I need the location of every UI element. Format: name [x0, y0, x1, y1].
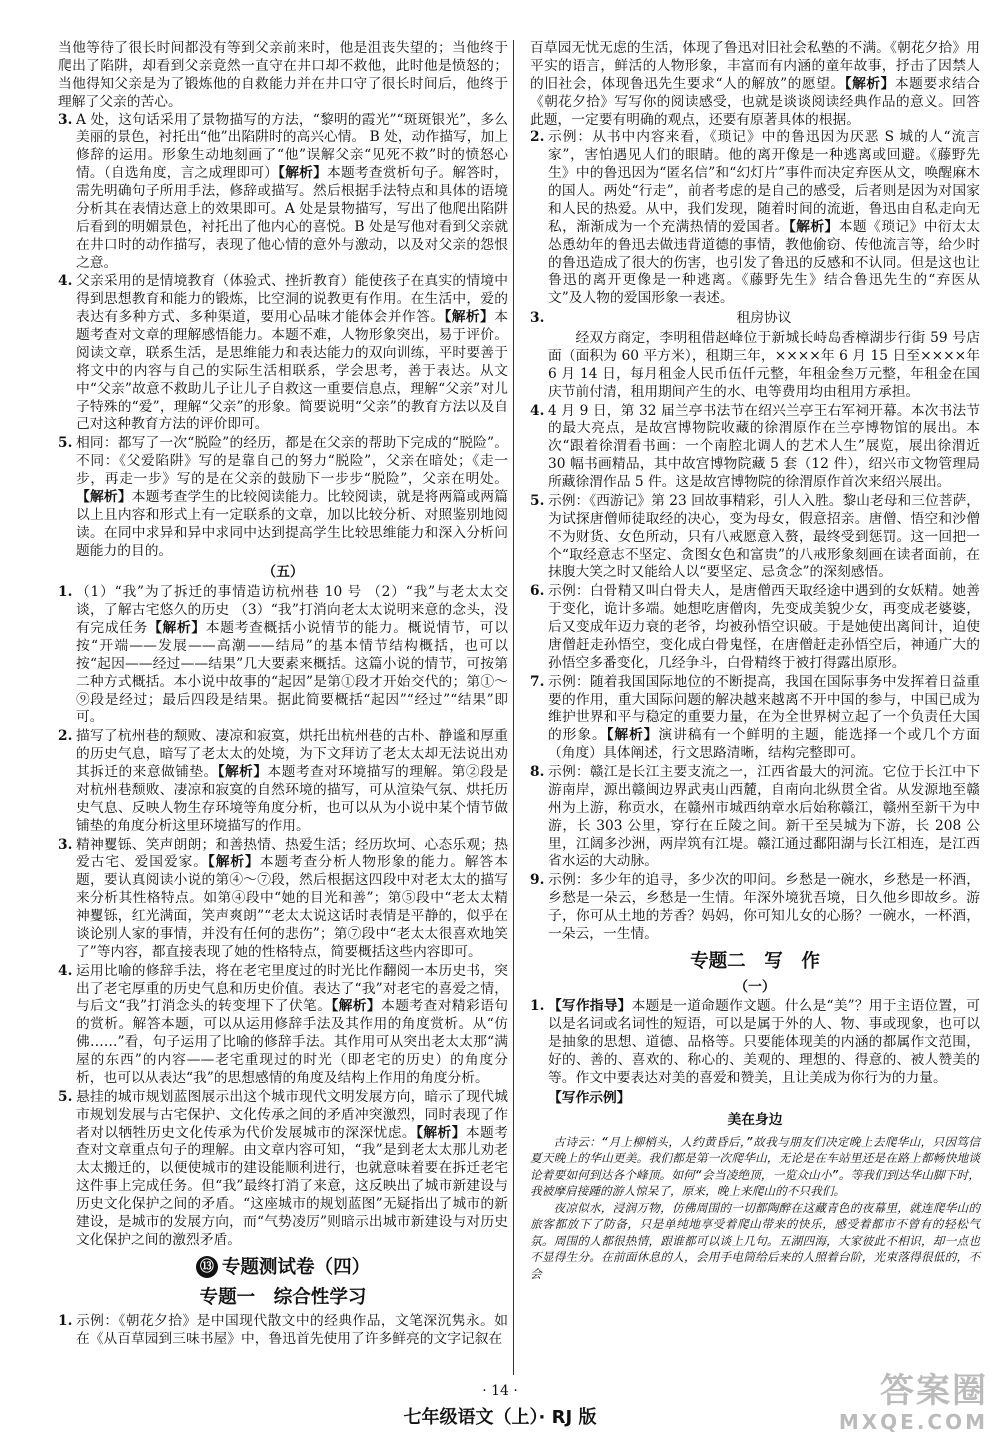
writing-guide-label: 【写作指导】: [548, 998, 632, 1015]
item-number: 3.: [58, 111, 73, 128]
item-number: 2.: [58, 728, 73, 745]
topic1-heading: 专题一 综合性学习: [199, 1287, 367, 1309]
exam-title-text: 专题测试卷（四）: [221, 1256, 371, 1278]
answer-item: [58, 963, 508, 1088]
item-number: 5.: [58, 1088, 73, 1105]
analysis-text: 本题考查赏析句子。解答时，需先明确句子所用手法，修辞或描写。然后根据手法特点和具体的语境分析其在表情达意上的效果即可。A 处是景物描写，写出了他爬出陷阱后看到的明媚景色，衬托出了他内心的喜悦。B 处是写他对看到父亲就在井口时的动作描写，表现了他心情的意外与激动，以及对父亲的怨恨之意。: [76, 165, 508, 271]
analysis-text: 本题《琐记》中衍太太怂恿幼年的鲁迅去做违背道德的事情，教他偷窃、传他流言等，给少时的鲁迅造成了很大的伤害，也引发了鲁迅的反感和不认同。但是这也让鲁迅的离开更像是一种逃离。《藤野先生》结合鲁迅先生的“弃医从文”及人物的爱国形象一表述。: [548, 218, 980, 307]
item-number: 3.: [58, 836, 73, 853]
analysis-text: 本题考查对文章的理解感悟能力。本题不难，人物形象突出，易于评价。阅读文章，联系生活，是思维能力和表达能力的双向训练，平时要善于将文中的内容与自己的实际生活相联系，学会思考，善于表达。从文中“父亲”故意不救助儿子让儿子自救这一重要信息点，理解“父亲”对儿子特殊的“爱”，理解“父亲”的形象。简要说明“父亲”的教育方法以及自己对这种教育方法的评价即可。: [76, 309, 508, 433]
answer-item: [530, 674, 980, 763]
writing-example-label: 【写作示例】: [548, 1089, 631, 1106]
answer-text: 4 月 9 日，第 32 届兰亭书法节在绍兴兰亭王右军祠开幕。本次书法节的最大亮点，是故宫博物院收藏的徐渭原作在兰亭博物馆的展出。本次“跟着徐渭看书画：一个南腔北调人的艺术人生”展览，展出徐渭近 30 幅书画精品，其中故宫博物院藏 5 套（12 件），绍兴市文物管理局所藏徐渭作品 5 件。这是故宫博物院的徐渭原作首次来绍兴展出。: [548, 402, 980, 490]
answer-item: [58, 1313, 508, 1349]
item-number: 7.: [530, 673, 545, 690]
answer-text: 示例：多少年的追寻，多少次的叩问。乡愁是一碗水，乡愁是一杯酒，乡愁是一朵云，乡愁是一生情。年深外境犹吾境，日久他乡即故乡。游子，你可从土地的芳香？妈妈，你可知儿女的心肠？一碗水，一杯酒，一朵云，一生情。: [548, 872, 980, 942]
answer-item: [530, 583, 980, 672]
section-1-heading: （一）: [734, 978, 776, 995]
item-number: 4.: [58, 273, 73, 290]
left-items-a: [58, 112, 508, 561]
analysis-label: 【解析】: [444, 309, 495, 326]
answer-text: 描写了杭州巷的颓败、凄凉和寂寞，烘托出杭州巷的古朴、静谧和厚重的历史气息，暗写了老太太的处境，为下文拜访了老太太却无法说出劝其拆迁的来意做铺垫。: [76, 728, 508, 780]
answer-text: 父亲采用的是情境教育（体验式、挫折教育）能使孩子在真实的情境中得到思想教育和能力的锻炼，比空洞的说教更有作用。在生活中，爱的表达有多种方式、多种渠道，要用心品味才能体会并作答。: [76, 273, 508, 326]
item-number: 5.: [58, 435, 73, 452]
right-intro-text: 百草园无忧无虑的生活，体现了鲁迅对旧社会私塾的不满。《朝花夕拾》用平实的语言，鲜活的人物形象，丰富而有内涵的童年故事，抒击了因禁人的旧社会，体现鲁迅先生要求“人的解放”的愿望。: [530, 40, 980, 92]
answer-item: [530, 493, 980, 582]
essay-paragraph: 古诗云：“月上柳梢头，人约黄昏后，”故我与朋友们决定晚上去爬华山，只因笃信夏天晚上的华山更美。我们都是第一次爬华山，无论是在车站里还是在路上都畅快地谈论着要如何到达各个峰顶。如何“会当凌绝顶，一览众山小”。等我们到达华山脚下时，我被摩肩接踵的游人惊呆了，原来，晚上来爬山的不只我们。: [530, 1134, 980, 1198]
answer-item: [58, 435, 508, 560]
topic2-heading: 专题二 写 作: [690, 950, 820, 972]
analysis-text: 本题考查学生的比较阅读能力。比较阅读，就是将两篇或两篇以上且内容和形式上有一定联系的文章，加以比较分析、对照鉴别地阅读。在同中求异和异中求同中达到提高学生比较思维能力和深入分析问题能力的目的。: [76, 488, 508, 559]
item-number: 5.: [530, 492, 545, 509]
analysis-label: 【解析】: [76, 488, 132, 505]
analysis-text: 本题考查对精彩语句的赏析。解答本题，可以从运用修辞手法及其作用的角度赏析。从“仿佛……”看，句子运用了比喻的修辞手法。其作用可从突出老太太那“满屋的东西”的内容——老宅重现过的时光（即老宅的历史）的角度分析，也可以从表达“我”的思想感情的角度及结构上作用的角度分析。: [76, 998, 508, 1086]
item-number: 4.: [530, 402, 545, 419]
item-3: [530, 310, 980, 401]
right-intro: [530, 40, 980, 129]
answer-text: 悬挂的城市规划蓝图展示出这个城市现代文明发展方向，暗示了现代城市规划发展与古宅保护、文化传承之间的矛盾冲突激烈，同时表现了作者对以牺牲历史文化传承为代价发展城市的深深忧虑。: [76, 1088, 508, 1141]
essay-title: 美在身边: [727, 1111, 783, 1128]
left-items-c: [58, 1313, 508, 1349]
answer-text: 运用比喻的修辞手法，将在老宅里度过的时光比作翻阅一本历史书，突出了老宅厚重的历史气息和历史价值。表达了“我”对老宅的喜爱之情，与后文“我”打消念头的转变埋下了伏笔。: [76, 962, 508, 1015]
answer-item: [58, 584, 508, 727]
lease-body: 经双方商定，李明租借赵峰位于新城长峙岛香樟湖步行街 59 号店面（面积为 60 平方米），租期三年，××××年 6 月 15 日至××××年 6 月 14 日，每月租金人民币伍仟元整，年租金叁万元整，年租金在国庆节前付清，租用期间产生的水、电等费用均由租用方承担。: [548, 330, 980, 400]
answer-item: [530, 872, 980, 944]
analysis-text: 本题考查概括小说情节的能力。概说情节，可以按“开端——发展——高潮——结局”的基本情节结构概括，也可以按“起因——经过——结果”几大要素来概括。这篇小说的情节，可按第二种方式概括。本小说中故事的“起因”是第①段才开始交代的；第①～⑨段是经过；最后四段是结果。据此简要概括“起因”“经过”“结果”即可。: [76, 620, 508, 726]
analysis-text: 本题考查对环境描写的理解。第②段是对杭州巷颓败、凄凉和寂寞的自然环境的描写，可从渲染气氛、烘托历史气息、反映人物生存环境等角度分析，也可以从为小说中某个情节做铺垫的角度分析这里环境描写的作用。: [76, 764, 508, 834]
analysis-text: 本题考查分析人物形象的能力。解答本题，要认真阅读小说的第④～⑦段，然后根据这四段中对老太太的描写来分析其性格特点。如第④段中“她的目光和善”；第⑤段中“老太太精神矍铄，红光满面，笑声爽朗”“老太太说这话时表情是平静的，似乎在谈论别人家的事情，并没有任何的悲伤”；第⑦段中“老太太很喜欢地笑了”等内容，都直接表现了她的性格特点，简要概括这些内容即可。: [76, 854, 508, 960]
analysis-label: 【解析】: [788, 218, 839, 235]
answer-text: 示例：赣江是长江主要支流之一，江西省最大的河流。它位于长江中下游南岸，源出赣闽边界武夷山西麓，自南向北纵贯全省。从发源地至赣州为上游，称贡水，在赣州市城西纳章水后始称赣江，赣州至新干为中游，长 303 公里，穿行在丘陵之间。新干至吴城为下游，长 208 公里，江阔多沙洲，两岸筑有江堤。赣江通过鄱阳湖与长江相连，是江西省水运的大动脉。: [548, 764, 980, 870]
analysis-label: 【解析】: [416, 1124, 466, 1141]
page-number: · 14 ·: [482, 1383, 518, 1399]
right-items-b: [530, 403, 980, 944]
section-5-heading: （五）: [262, 564, 304, 581]
right-column: [530, 40, 980, 1282]
answer-text: 示例：《朝花夕拾》是中国现代散文中的经典作品，文笔深沉隽永。如在《从百草园到三味书屋》中，鲁迅首先使用了许多鲜亮的文字记叙在: [76, 1313, 508, 1347]
book-title: 七年级语文（上）· RJ 版: [403, 1407, 597, 1428]
item-number: 1.: [530, 998, 545, 1015]
right-items-a: [530, 129, 980, 308]
answer-item: [58, 112, 508, 273]
left-items-b: [58, 584, 508, 1249]
left-intro: 当他等待了很长时间都没有等到父亲前来时，他是沮丧失望的；当他终于爬出了陷阱，却看到父亲竟然一直守在井口却不救他，此时他是愤怒的；当他得知父亲是为了锻炼他的自救能力并在井口守了很长时间后，他终于理解了父亲的苦心。: [58, 40, 508, 110]
item-number: 2.: [530, 129, 545, 146]
answer-item: [58, 728, 508, 835]
item-number: 1.: [58, 1313, 73, 1330]
answer-text: 示例：白骨精又叫白骨夫人，是唐僧西天取经途中遇到的女妖精。她善于变化，诡计多端。她想吃唐僧肉，先变成美貌少女，再变成老婆婆，后又变成年迈力衰的老爷，均被孙悟空识破。于是她使出离间计，迫使唐僧赶走孙悟空，变化成白骨鬼怪，在唐僧赶走孙悟空后，神通广大的孙悟空多番变化，几经争斗，白骨精终于被打得露出原形。: [548, 583, 980, 671]
answer-item: [58, 837, 508, 962]
left-column: [58, 40, 508, 1350]
analysis-label: 【解析】: [148, 620, 206, 636]
item-number: 9.: [530, 872, 545, 889]
watermark-en: MXQE.COM: [838, 1410, 988, 1434]
writing-guide: [530, 998, 980, 1087]
writing-guide-text: 本题是一道命题作文题。什么是“美”？用于主语位置，可以是名词或名词性的短语，可以是属于外的人、物、事或现象，也可以是抽象的思想、道德、品格等。只要能体现美的内涵的都属作文范围，好的、善的、喜欢的、称心的、美观的、理想的、得意的、被人赞美的等。作文中要表达对美的喜爱和赞美，且让美成为你行为的力量。: [548, 998, 980, 1086]
item-number: 1.: [58, 584, 73, 601]
exam-title: [58, 1256, 508, 1281]
answer-item: [58, 1089, 508, 1250]
answer-item: [530, 129, 980, 308]
answer-text: A 处，这句话采用了景物描写的方法，“黎明的霞光”“斑斑银光”，多么美丽的景色，衬托出“他”出陷阱时的高兴心情。 B 处，动作描写，加上修辞的运用。形象生动地刻画了“他”误解父亲“见死不救”时的愤怒心情。（自选角度，言之成理即可）: [76, 111, 508, 182]
analysis-text: 演讲稿有一个鲜明的主题，能选择一个或几个方面（角度）具体阐述，行文思路清晰，结构完整即可。: [548, 727, 980, 762]
answer-item: [530, 403, 980, 492]
answer-item: [58, 273, 508, 434]
answer-text: （1）“我”为了拆迁的事情造访杭州巷 10 号 （2）“我”与老太太交谈，了解古宅悠久的历史 （3）“我”打消向老太太说明来意的念头，没有完成任务: [76, 584, 508, 636]
item-number: 6.: [530, 583, 545, 600]
lease-title: 租房协议: [736, 310, 792, 327]
watermark-logo: [798, 1372, 988, 1432]
answer-text: 示例：随着我国国际地位的不断提高，我国在国际事务中发挥着日益重要的作用，重大国际问题的解决越来越离不开中国的参与，中国已成为维护世界和平与稳定的重要力量，在为全世界树立起了一个负责任大国的形象。: [548, 673, 980, 744]
analysis-label: 【解析】: [217, 764, 268, 780]
analysis-label: 【解析】: [331, 998, 382, 1015]
item-number: 8.: [530, 764, 545, 780]
right-intro-analysis: 本题要求结合《朝花夕拾》写写你的阅读感受，也就是谈谈阅读经典作品的意义。回答此题，一定要有明确的观点，还要有原著具体的根据。: [530, 75, 980, 128]
column-divider: [513, 40, 514, 1375]
exam-number-badge: ⑬: [196, 1256, 218, 1278]
analysis-label: 【解析】: [207, 854, 260, 871]
essay-paragraph: 夜凉似水，浸润万物，仿佛周围的一切都陶醉在这藏青色的夜幕里，就连爬华山的旅客都放下了防备，只是单纯地享受着爬山带来的快乐，感受着都市不曾有的轻松气氛。周围的人都很热情，跟谁都可以谈上几句。五湖四海，大家彼此不相识，却一点也不显得生分。在前面休息的人，会用手电筒给后来的人照着台阶，光束落得很低的，不会: [530, 1200, 980, 1281]
analysis-label: 【解析】: [606, 727, 659, 744]
item-number: 3.: [530, 310, 545, 327]
item-number: 4.: [58, 962, 73, 979]
watermark-cn: 答案圈: [880, 1371, 988, 1411]
answer-text: 相同：都写了一次“脱险”的经历，都是在父亲的帮助下完成的“脱险”。不同：《父爱陷阱》写的是靠自己的努力“脱险”，父亲在暗处；《走一步，再走一步》写的是在父亲的鼓励下一步步“脱险”，父亲在明处。: [76, 435, 508, 487]
analysis-text: 本题考查对文章重点句子的理解。由文章内容可知，“我”是到老太太那儿劝老太太搬迁的，以便使城市的建设能顺利进行，也就意味着要在拆迁老宅这件事上完成任务。但“我”最终打消了来意，这反映出了城市新建设与历史文化保护之间的矛盾。“这座城市的规划蓝图”无疑指出了城市的新建设，是城市的发展方向，而“气势凌厉”则暗示出城市新建设与对历史文化保护之间的激烈矛盾。: [76, 1124, 508, 1248]
analysis-label: 【解析】: [278, 165, 328, 182]
answer-item: [530, 764, 980, 871]
answer-text: 精神矍铄、笑声朗朗；和善热情、热爱生活；经历坎坷、心态乐观；热爱古宅、爱国爱家。: [76, 836, 508, 871]
analysis-label: 【解析】: [844, 75, 895, 92]
answer-text: 示例：从书中内容来看，《琐记》中的鲁迅因为厌恶 S 城的人“流言家”，害怕遇见人们的眼睛。他的离开像是一种逃离或回避。《藤野先生》中的鲁迅因为“匿名信”和“幻灯片”事件而决定弃医从文，唤醒麻木的国人。两处“行走”，前者考虑的是自己的感受，后者则是因为对国家和人民的热爱。从中，我们发现，随着时间的流逝，鲁迅由自私走向无私，渐渐成为一个充满热情的爱国者。: [548, 129, 980, 235]
answer-text: 示例：《西游记》第 23 回故事精彩，引人入胜。黎山老母和三位菩萨，为试探唐僧师徒取经的决心，变为母女，假意招亲。唐僧、悟空和沙僧不为财货、女色所动，只有八戒愿意入赘，最终受到惩罚。这一回把一个“取经意志不坚定、贪图女色和富贵”的八戒形象刻画在读者面前，在抹腹大笑之时又能给人以“要坚定、忌贪念”的深刻感悟。: [548, 492, 980, 581]
